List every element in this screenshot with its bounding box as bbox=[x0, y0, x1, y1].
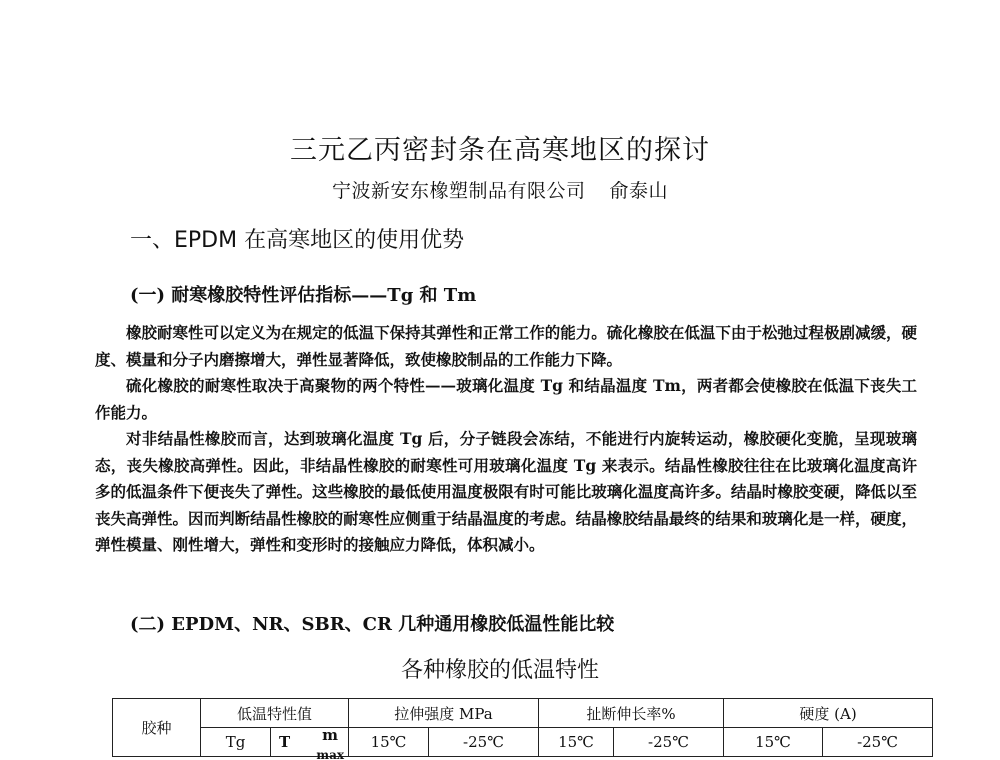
group-header-tensile: 拉伸强度 MPa bbox=[349, 699, 539, 728]
temp-header: 15℃ bbox=[349, 728, 429, 757]
temp-header: 15℃ bbox=[724, 728, 823, 757]
author-name: 俞泰山 bbox=[609, 180, 669, 202]
temp-header: -25℃ bbox=[823, 728, 933, 757]
table-header-row bbox=[113, 699, 933, 728]
rubber-type-header: 胶种 bbox=[113, 699, 201, 757]
paragraph: 硫化橡胶的耐寒性取决于高聚物的两个特性——玻璃化温度 Tg 和结晶温度 Tm，两者都会使橡胶在低温下丧失工作能力。 bbox=[95, 376, 917, 422]
paragraph: 橡胶耐寒性可以定义为在规定的低温下保持其弹性和正常工作的能力。硫化橡胶在低温下由于松弛过程极剧减缓，硬度、模量和分子内磨擦增大，弹性显著降低，致使橡胶制品的工作能力下降。 bbox=[95, 323, 917, 369]
tm-subscript: max bbox=[316, 748, 345, 760]
tm-label: T bbox=[279, 733, 291, 751]
table-subheader-row bbox=[113, 728, 933, 757]
tm-superscript: m bbox=[322, 726, 339, 744]
subsection-heading-2: (二) EPDM、NR、SBR、CR 几种通用橡胶低温性能比较 bbox=[130, 614, 615, 635]
table-title: 各种橡胶的低温特性 bbox=[400, 658, 599, 683]
author-affiliation: 宁波新安东橡塑制品有限公司 bbox=[331, 180, 586, 202]
document-title: 三元乙丙密封条在高寒地区的探讨 bbox=[290, 135, 710, 166]
section-heading-1: 一、EPDM 在高寒地区的使用优势 bbox=[130, 228, 465, 253]
temp-header: -25℃ bbox=[429, 728, 539, 757]
low-temperature-properties-table bbox=[112, 698, 933, 760]
paragraph: 对非结晶性橡胶而言，达到玻璃化温度 Tg 后，分子链段会冻结，不能进行内旋转运动，橡胶硬化变脆，呈现玻璃态，丧失橡胶高弹性。因此，非结晶性橡胶的耐寒性可用玻璃化温度 Tg 来表示。结晶性橡胶往往在比玻璃化温度高许多的低温条件下便丧失了弹性。这些橡胶的最低使用温度极限有时可能比玻璃化温度高许多。结晶时橡胶变硬，降低以至丧失高弹性。因而判断结晶性橡胶的耐寒性应侧重于结晶温度的考虑。结晶橡胶结晶最终的结果和玻璃化是一样，硬度，弹性模量、刚性增大，弹性和变形时的接触应力降低，体积减小。 bbox=[95, 429, 917, 554]
temp-header: 15℃ bbox=[539, 728, 614, 757]
body-text bbox=[95, 320, 917, 559]
group-header-elongation: 扯断伸长率% bbox=[539, 699, 724, 728]
author-line bbox=[0, 176, 1000, 203]
subsection-heading-1: (一) 耐寒橡胶特性评估指标——Tg 和 Tm bbox=[130, 285, 477, 306]
tm-header bbox=[271, 726, 349, 760]
group-header-low-temp: 低温特性值 bbox=[201, 699, 349, 728]
tg-header: Tg bbox=[201, 728, 271, 757]
temp-header: -25℃ bbox=[614, 728, 724, 757]
group-header-hardness: 硬度 (A) bbox=[724, 699, 933, 728]
